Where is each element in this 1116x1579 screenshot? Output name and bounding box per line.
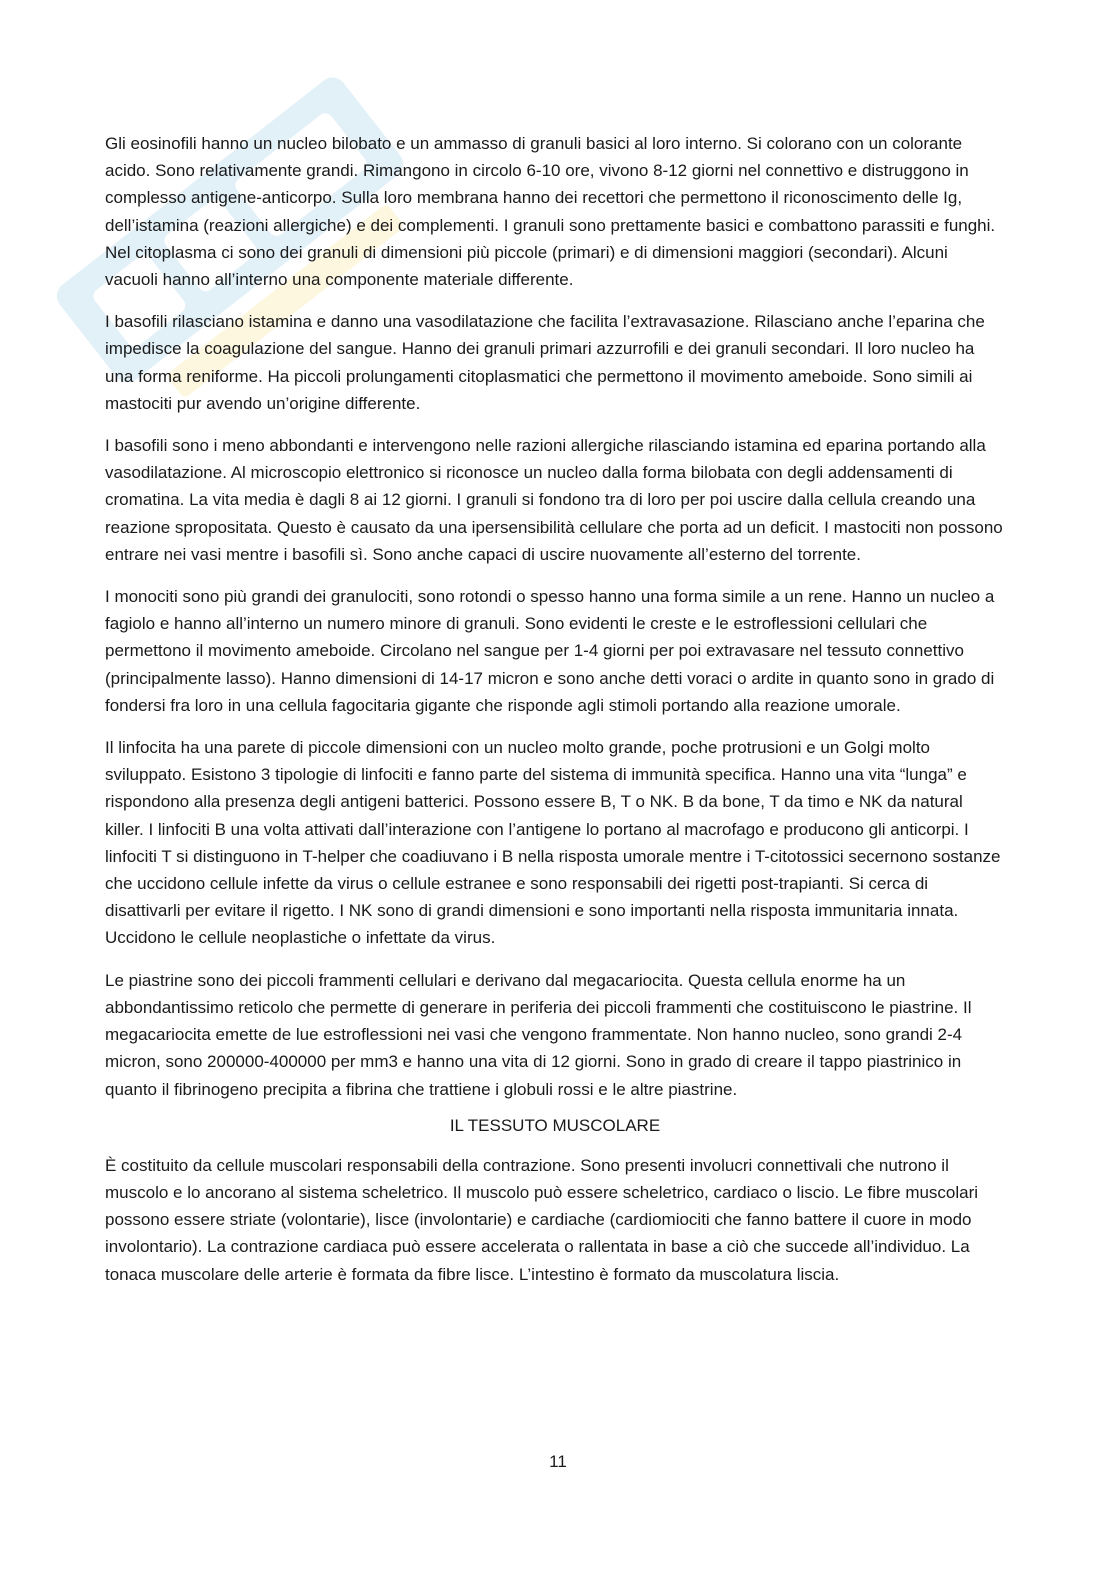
paragraph-tessuto-muscolare: È costituito da cellule muscolari responsabili della contrazione. Sono presenti involucri connettivali che nutrono il muscolo e lo ancorano al sistema scheletrico. Il muscolo può essere scheletrico, cardiaco o liscio. Le fibre muscolari possono essere striate (volontarie), lisce (involontarie) e cardiache (cardiomiociti che fanno battere il cuore in modo involontario). La contrazione cardiaca può essere accelerata o rallentata in base a ciò che succede all’individuo. La tonaca muscolare delle arterie è formata da fibre lisce. L’intestino è formato da muscolatura liscia. bbox=[105, 1155, 979, 1284]
paragraph-basofili-2: I basofili sono i meno abbondanti e intervengono nelle razioni allergiche rilasciando istamina ed eparina portando alla vasodilatazione. Al microscopio elettronico si riconosce un nucleo dalla forma bilobata con degli addensamenti di cromatina. La vita media è dagli 8 ai 12 giorni. I granuli si fondono tra di loro per poi uscire dalla cellula creando una reazione spropositata. Questo è causato da una ipersensibilità cellulare che porta ad un deficit. I mastociti non possono entrare nei vasi mentre i basofili sì. Sono anche capaci di uscire nuovamente all’esterno del torrente. bbox=[105, 436, 1003, 564]
paragraph-basofili-1: I basofili rilasciano istamina e danno una vasodilatazione che facilita l’extravasazione. Rilasciano anche l’eparina che impedisce la coagulazione del sangue. Hanno dei granuli primari azzurrofili e dei granuli secondari. Il loro nucleo ha una forma reniforme. Ha piccoli prolungamenti citoplasmatici che permettono il movimento ameboide. Sono simili ai mastociti pur avendo un’origine differente. bbox=[105, 312, 985, 413]
paragraph-monociti: I monociti sono più grandi dei granulociti, sono rotondi o spesso hanno una forma simile a un rene. Hanno un nucleo a fagiolo e hanno all’interno un numero minore di granuli. Sono evidenti le creste e le estroflessioni cellulari che permettono il movimento ameboide. Circolano nel sangue per 1-4 giorni per poi extravasare nel tessuto connettivo (principalmente lasso). Hanno dimensioni di 14-17 micron e sono anche detti voraci o ardite in quanto sono in grado di fondersi fra loro in una cellula fagocitaria gigante che risponde agli stimoli portando alla reazione umorale. bbox=[105, 587, 995, 715]
paragraph-linfociti: Il linfocita ha una parete di piccole dimensioni con un nucleo molto grande, poche protrusioni e un Golgi molto sviluppato. Esistono 3 tipologie di linfociti e fanno parte del sistema di immunità specifica. Hanno una vita “lunga” e rispondono alla presenza degli antigeni batterici. Possono essere B, T o NK. B da bone, T da timo e NK da natural killer. I linfociti B una volta attivati dall’interazione con l’antigene lo portano al macrofago e producono gli anticorpi. I linfociti T si distinguono in T-helper che coadiuvano i B nella risposta umorale mentre i T-citotossici secernono sostanze che uccidono cellule infette da virus o cellule estranee e sono responsabili dei rigetti post-trapianti. Si cerca di disattivarli per evitare il rigetto. I NK sono di grandi dimensioni e sono importanti nella risposta immunitaria innata. Uccidono le cellule neoplastiche o infettate da virus. bbox=[105, 738, 1001, 948]
page-number: 11 bbox=[549, 1452, 567, 1471]
paragraph-piastrine: Le piastrine sono dei piccoli frammenti cellulari e derivano dal megacariocita. Questa cellula enorme ha un abbondantissimo reticolo che permette di generare in periferia dei piccoli frammenti che costituiscono le piastrine. Il megacariocita emette de lue estroflessioni nei vasi che vengono frammentate. Non hanno nucleo, sono grandi 2-4 micron, sono 200000-400000 per mm3 e hanno una vita di 12 giorni. Sono in grado di creare il tappo piastrinico in quanto il fibrinogeno precipita a fibrina che trattiene i globuli rossi e le altre piastrine. bbox=[105, 970, 972, 1099]
document-body bbox=[105, 130, 1005, 1303]
section-title: IL TESSUTO MUSCOLARE bbox=[449, 1115, 661, 1135]
paragraph-eosinofili: Gli eosinofili hanno un nucleo bilobato e un ammasso di granuli basici al loro interno. Si colorano con un colorante acido. Sono relativamente grandi. Rimangono in circolo 6-10 ore, vivono 8-12 giorni nel connettivo e distruggono in complesso antigene-anticorpo. Sulla loro membrana hanno dei recettori che permettono il riconoscimento delle Ig, dell’istamina (reazioni allergiche) e dei complementi. I granuli sono prettamente basici e combattono parassiti e funghi. Nel citoplasma ci sono dei granuli di dimensioni più piccole (primari) e di dimensioni maggiori (secondari). Alcuni vacuoli hanno all’interno una componente materiale differente. bbox=[105, 134, 996, 290]
